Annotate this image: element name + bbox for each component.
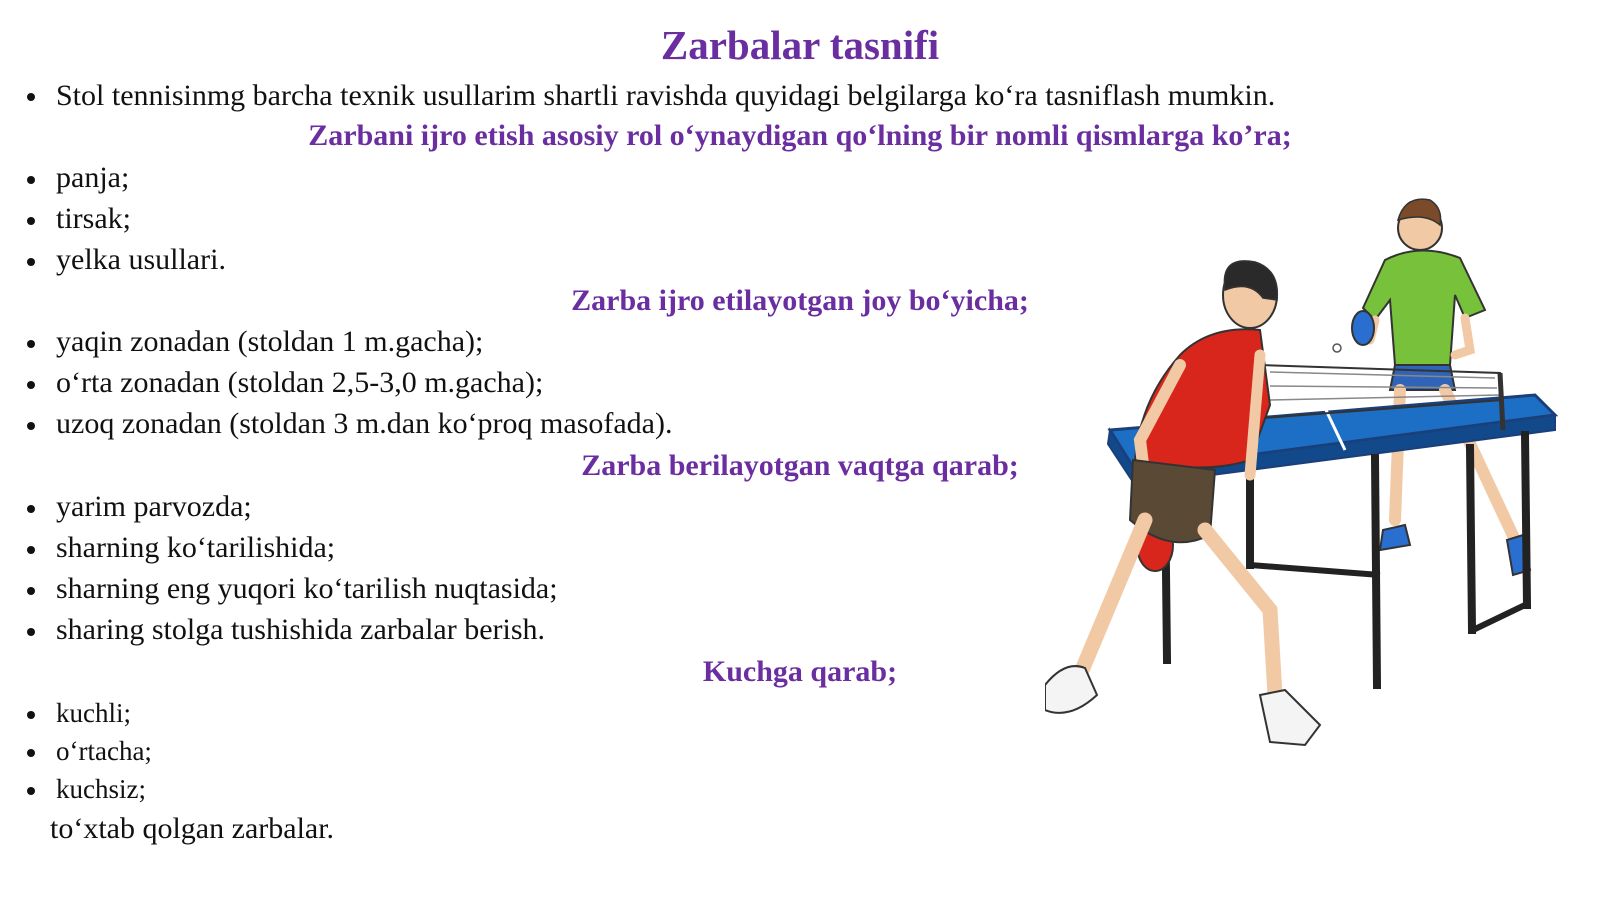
bullet-dot	[27, 422, 35, 430]
slide-title: Zarbalar tasnifi	[660, 22, 940, 68]
bullet-dot	[27, 505, 35, 513]
section-heading-4: Kuchga qarab;	[702, 655, 898, 688]
section-heading-3: Zarba berilayotgan vaqtga qarab;	[581, 449, 1019, 482]
closing-text: to‘xtab qolgan zarbalar.	[50, 812, 335, 845]
bullet-dot	[27, 381, 35, 389]
list-item: o‘rta zonadan (stoldan 2,5-3,0 m.gacha);	[56, 366, 544, 399]
list-item: uzoq zonadan (stoldan 3 m.dan ko‘proq masofada).	[56, 407, 673, 440]
list-item: kuchsiz;	[56, 774, 146, 804]
bullet-dot	[27, 749, 35, 757]
list-item: sharning eng yuqori ko‘tarilish nuqtasida;	[56, 572, 558, 605]
list-item: yarim parvozda;	[56, 490, 252, 523]
section-heading-1: Zarbani ijro etish asosiy rol o‘ynaydigan qo‘lning bir nomli qismlarga ko’ra;	[308, 119, 1292, 152]
bullet-dot	[27, 340, 35, 348]
list-item: kuchli;	[56, 698, 131, 728]
bullet-dot	[27, 258, 35, 266]
table-tennis-players-illustration	[1045, 190, 1595, 780]
list-item: o‘rtacha;	[56, 736, 152, 766]
bullet-dot	[27, 176, 35, 184]
bullet-dot	[27, 711, 35, 719]
near-player	[1045, 261, 1320, 745]
section-heading-2: Zarba ijro etilayotgan joy bo‘yicha;	[571, 284, 1029, 317]
list-item: yaqin zonadan (stoldan 1 m.gacha);	[56, 325, 484, 358]
list-item: panja;	[56, 161, 130, 194]
intro-text: Stol tennisinmg barcha texnik usullarim shartli ravishda quyidagi belgilarga ko‘ra tasniflash mumkin.	[56, 79, 1276, 112]
list-item: tirsak;	[56, 202, 131, 235]
bullet-dot	[27, 587, 35, 595]
list-item: sharning ko‘tarilishida;	[56, 531, 336, 564]
list-item: sharing stolga tushishida zarbalar berish.	[56, 613, 546, 646]
bullet-dot	[27, 546, 35, 554]
bullet-dot	[27, 787, 35, 795]
bullet-dot	[27, 93, 35, 101]
bullet-dot	[27, 217, 35, 225]
list-item: yelka usullari.	[56, 243, 226, 276]
bullet-dot	[27, 628, 35, 636]
